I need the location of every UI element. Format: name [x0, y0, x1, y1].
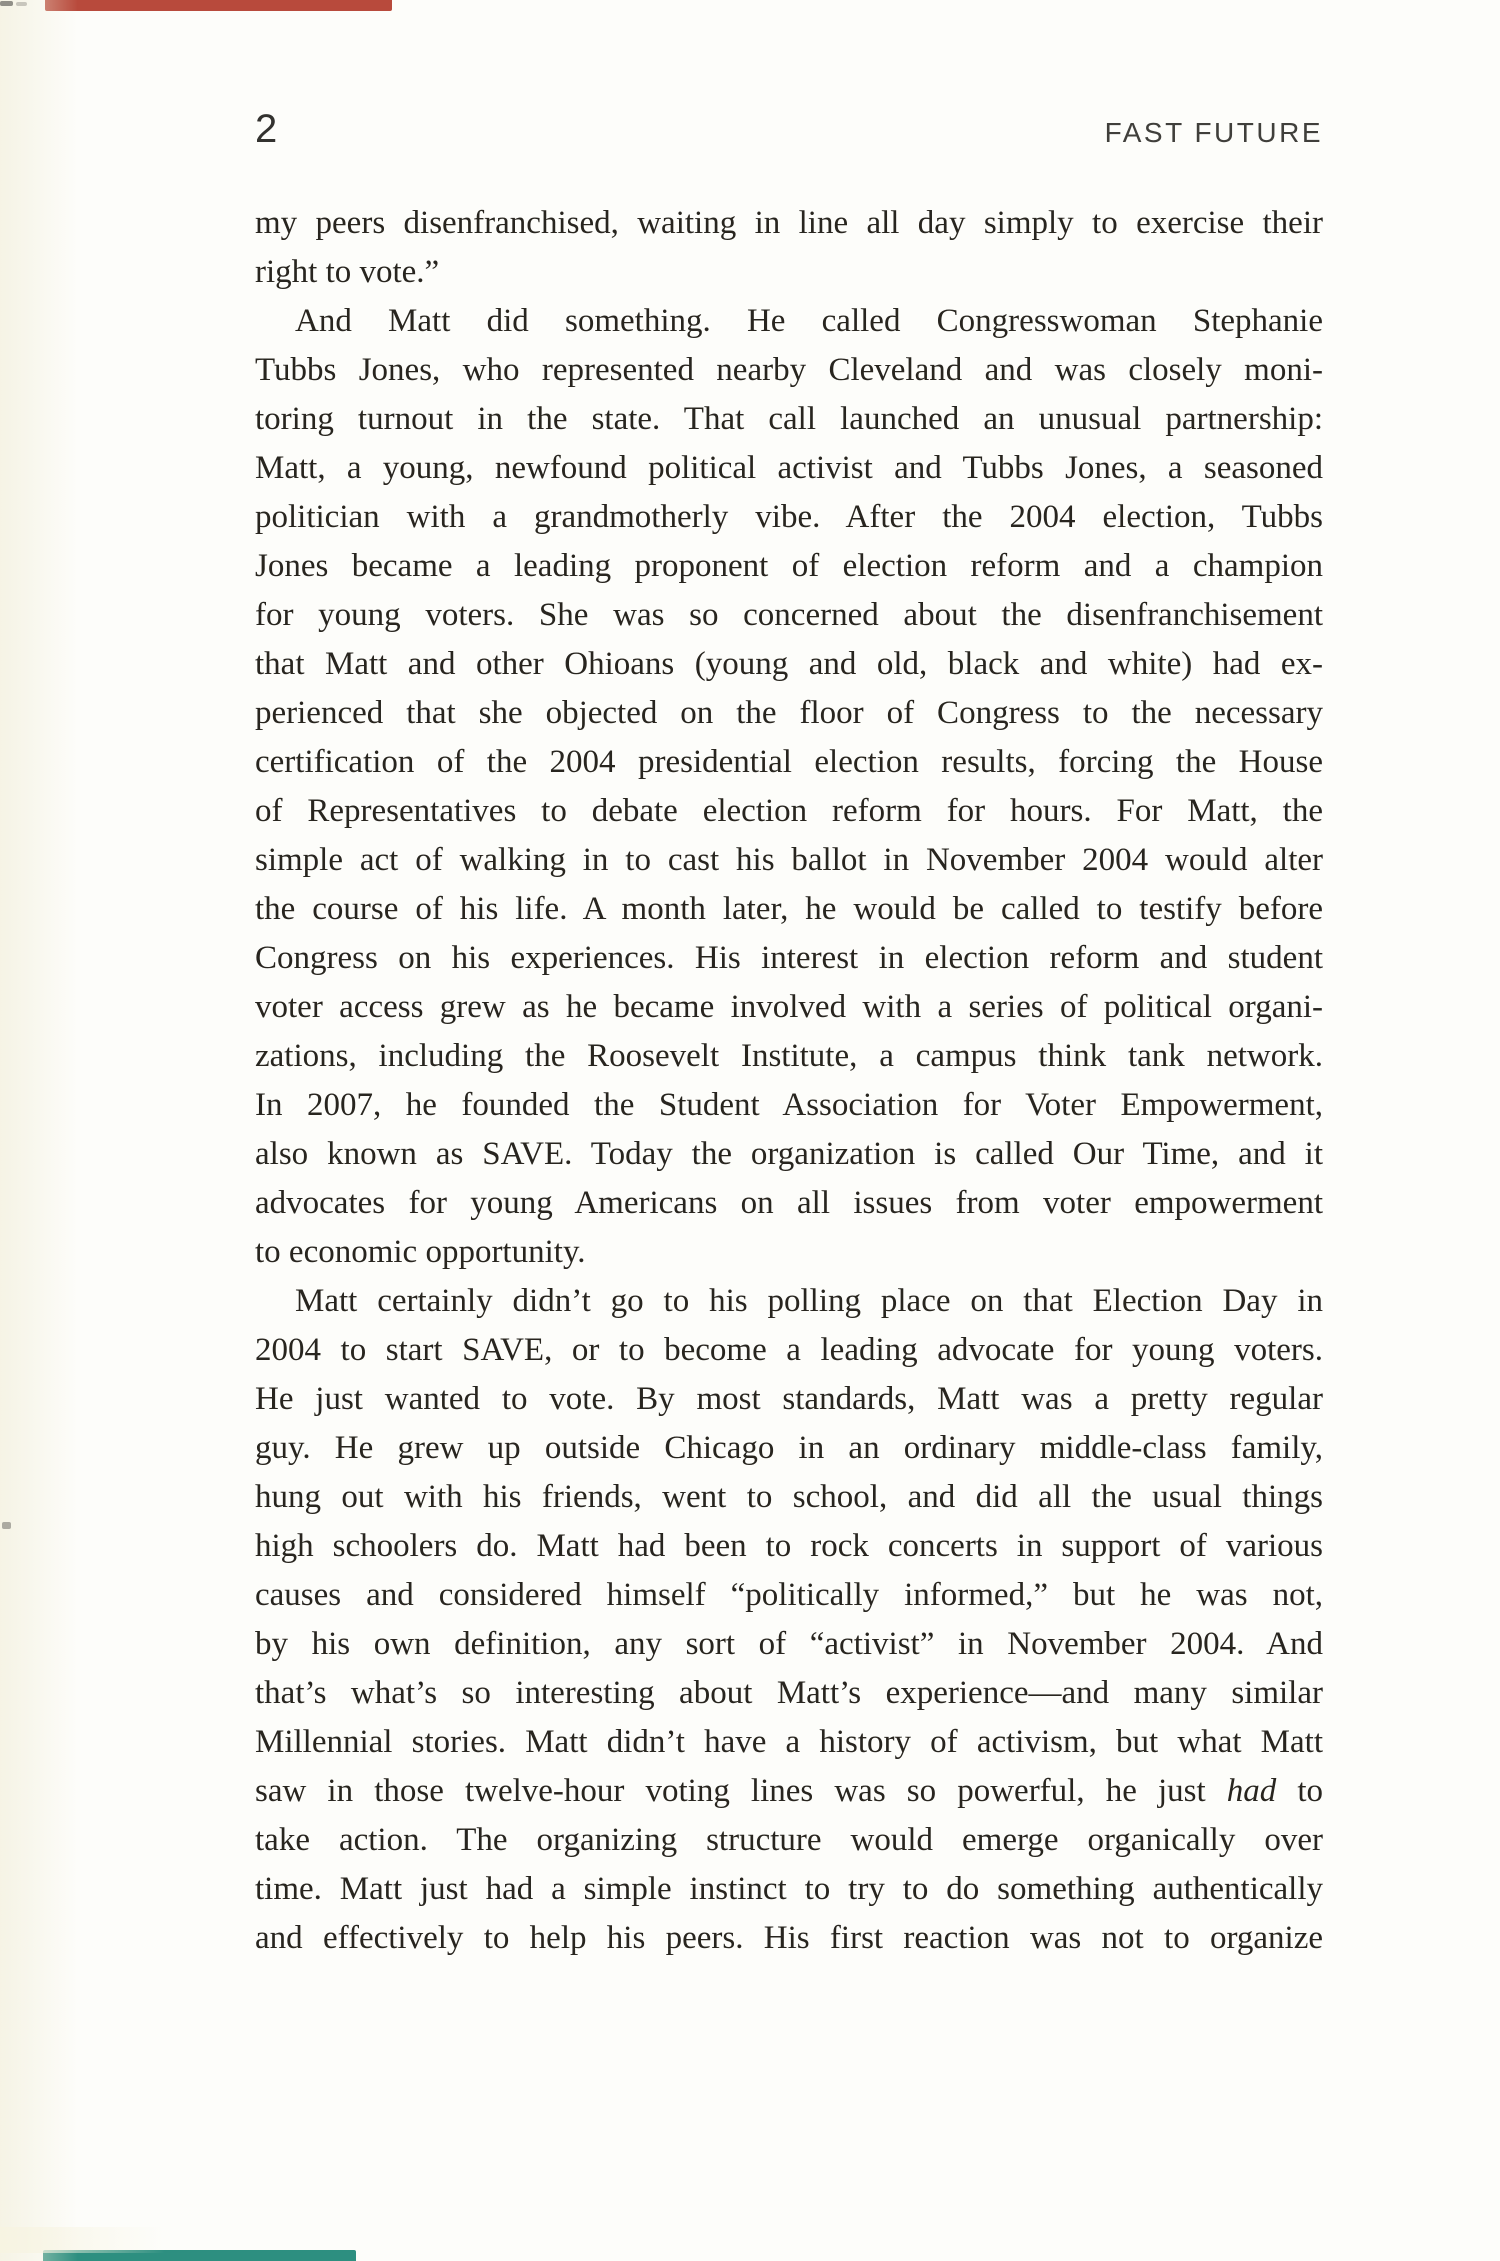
- top-edge-color-bar: [45, 0, 392, 11]
- text-segment: Matt, a young, newfound political activist and Tubbs Jones, a seasoned: [255, 450, 1323, 486]
- text-line: [255, 1081, 1323, 1130]
- text-segment: also known as SAVE. Today the organization is called Our Time, and it: [255, 1136, 1323, 1172]
- text-line: [255, 493, 1323, 542]
- text-line: [255, 983, 1323, 1032]
- text-segment: the course of his life. A month later, he would be called to testify before: [255, 891, 1323, 927]
- text-segment: that’s what’s so interesting about Matt’s experience—and many similar: [255, 1675, 1323, 1711]
- text-line: [255, 591, 1323, 640]
- text-segment: to: [1276, 1773, 1323, 1809]
- text-segment: Jones became a leading proponent of election reform and a champion: [255, 548, 1323, 584]
- text-line: [255, 248, 1323, 297]
- text-segment: advocates for young Americans on all issues from voter empowerment: [255, 1185, 1323, 1221]
- text-segment: hung out with his friends, went to school, and did all the usual things: [255, 1479, 1323, 1515]
- text-segment: Millennial stories. Matt didn’t have a history of activism, but what Matt: [255, 1724, 1323, 1760]
- text-line: [255, 1277, 1323, 1326]
- text-segment: Congress on his experiences. His interest in election reform and student: [255, 940, 1323, 976]
- text-line: [255, 444, 1323, 493]
- text-segment: by his own definition, any sort of “activist” in November 2004. And: [255, 1626, 1323, 1662]
- text-line: [255, 1522, 1323, 1571]
- text-segment: my peers disenfranchised, waiting in line all day simply to exercise their: [255, 205, 1323, 241]
- body-text: [255, 199, 1323, 1963]
- scan-speck: [16, 2, 27, 6]
- text-segment: Matt certainly didn’t go to his polling place on that Election Day in: [295, 1283, 1323, 1319]
- text-line: [255, 1865, 1323, 1914]
- text-segment: high schoolers do. Matt had been to rock concerts in support of various: [255, 1528, 1323, 1564]
- text-line: [255, 1375, 1323, 1424]
- text-segment: politician with a grandmotherly vibe. After the 2004 election, Tubbs: [255, 499, 1323, 535]
- text-segment: zations, including the Roosevelt Institute, a campus think tank network.: [255, 1038, 1323, 1074]
- bottom-edge-color-bar: [43, 2250, 356, 2261]
- page-number: 2: [255, 107, 279, 151]
- text-line: [255, 1669, 1323, 1718]
- text-segment: causes and considered himself “politically informed,” but he was not,: [255, 1577, 1323, 1613]
- text-line: [255, 836, 1323, 885]
- text-line: [255, 1424, 1323, 1473]
- text-line: [255, 934, 1323, 983]
- text-segment: toring turnout in the state. That call launched an unusual partnership:: [255, 401, 1323, 437]
- text-line: [255, 787, 1323, 836]
- text-segment: of Representatives to debate election reform for hours. For Matt, the: [255, 793, 1323, 829]
- text-segment: And Matt did something. He called Congresswoman Stephanie: [295, 303, 1323, 339]
- text-line: [255, 885, 1323, 934]
- text-line: [255, 297, 1323, 346]
- text-segment: He just wanted to vote. By most standards, Matt was a pretty regular: [255, 1381, 1323, 1417]
- text-segment: that Matt and other Ohioans (young and old, black and white) had ex-: [255, 646, 1323, 682]
- text-line: [255, 738, 1323, 787]
- text-line: [255, 346, 1323, 395]
- text-line: [255, 1473, 1323, 1522]
- text-segment: perienced that she objected on the floor of Congress to the necessary: [255, 695, 1323, 731]
- text-line: [255, 689, 1323, 738]
- text-segment: saw in those twelve-hour voting lines was so powerful, he just: [255, 1773, 1227, 1809]
- scan-speck: [0, 1, 13, 6]
- text-segment: for young voters. She was so concerned about the disenfranchisement: [255, 597, 1323, 633]
- text-line: [255, 1816, 1323, 1865]
- text-segment: had: [1226, 1773, 1277, 1809]
- text-segment: 2004 to start SAVE, or to become a leading advocate for young voters.: [255, 1332, 1323, 1368]
- text-line: [255, 1620, 1323, 1669]
- text-segment: and effectively to help his peers. His first reaction was not to organize: [255, 1920, 1323, 1956]
- text-segment: guy. He grew up outside Chicago in an ordinary middle-class family,: [255, 1430, 1323, 1466]
- text-line: [255, 1571, 1323, 1620]
- text-line: [255, 542, 1323, 591]
- text-segment: Tubbs Jones, who represented nearby Cleveland and was closely moni-: [255, 352, 1323, 388]
- text-line: [255, 1130, 1323, 1179]
- text-segment: take action. The organizing structure would emerge organically over: [255, 1822, 1323, 1858]
- text-line: [255, 1179, 1323, 1228]
- text-line: [255, 1718, 1323, 1767]
- text-line: [255, 1228, 1323, 1277]
- text-segment: right to vote.”: [255, 254, 440, 290]
- text-segment: to economic opportunity.: [255, 1234, 586, 1270]
- page-header: [255, 107, 1323, 152]
- text-segment: certification of the 2004 presidential election results, forcing the House: [255, 744, 1323, 780]
- text-segment: voter access grew as he became involved with a series of political organi-: [255, 989, 1323, 1025]
- text-segment: In 2007, he founded the Student Association for Voter Empowerment,: [255, 1087, 1323, 1123]
- text-line: [255, 1914, 1323, 1963]
- text-segment: time. Matt just had a simple instinct to try to do something authentically: [255, 1871, 1323, 1907]
- text-segment: simple act of walking in to cast his ballot in November 2004 would alter: [255, 842, 1323, 878]
- page-edge-shading: [0, 0, 78, 2261]
- text-line: [255, 1032, 1323, 1081]
- text-line: [255, 1767, 1323, 1816]
- scan-speck: [2, 1522, 11, 1529]
- running-head: FAST FUTURE: [1104, 117, 1323, 148]
- text-line: [255, 640, 1323, 689]
- text-line: [255, 1326, 1323, 1375]
- text-line: [255, 199, 1323, 248]
- text-line: [255, 395, 1323, 444]
